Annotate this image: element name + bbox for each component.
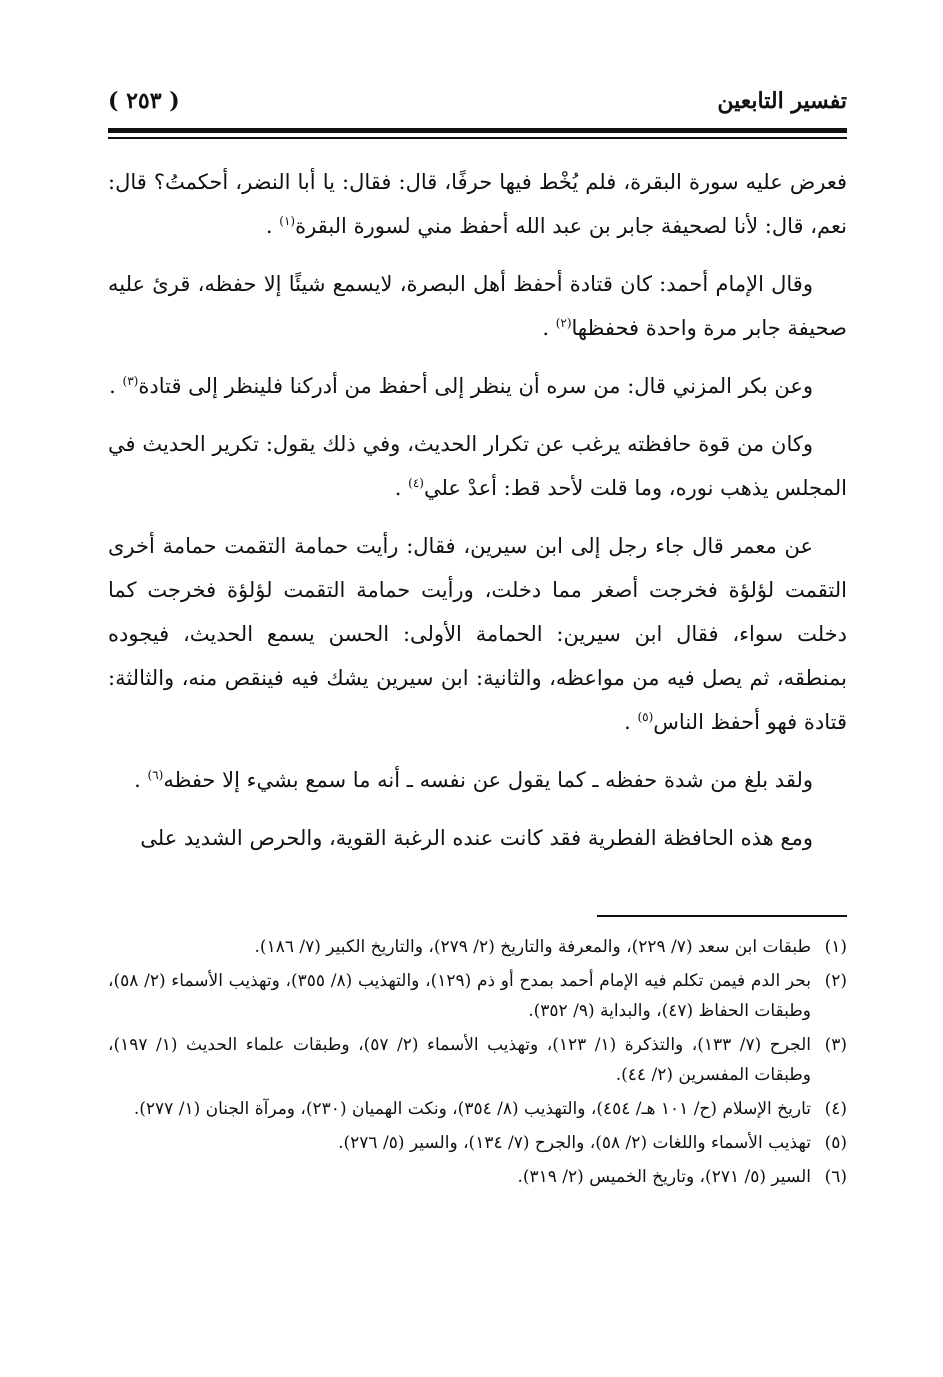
footnote	[108, 1094, 847, 1124]
footnote-number: (٥)	[824, 1133, 847, 1153]
paragraph-tail: .	[265, 214, 280, 238]
footnote-text: الجرح (٧/ ١٣٣)، والتذكرة (١/ ١٢٣)، وتهذيب الأسماء (٢/ ٥٧)، وطبقات علماء الحديث (١/ ١٩٧)، وطبقات المفسرين (٢/ ٤٤).	[108, 1035, 811, 1085]
footnote-text: بحر الدم فيمن تكلم فيه الإمام أحمد بمدح أو ذم (١٢٩)، والتهذيب (٨/ ٣٥٥)، وتهذيب الأسماء (٢/ ٥٨)، وطبقات الحفاظ (٤٧)، والبداية (٩/ ٣٥٢).	[108, 971, 811, 1021]
paragraph-tail: .	[624, 710, 638, 734]
paragraph	[108, 160, 847, 248]
running-title: تفسير التابعين	[717, 88, 847, 114]
footnote-number: (٢)	[824, 971, 847, 991]
footnote-ref: (٣)	[122, 374, 139, 388]
footnote	[108, 1128, 847, 1158]
paragraph	[108, 262, 847, 350]
footnote-number: (١)	[824, 937, 847, 957]
footnote-ref: (٦)	[147, 768, 164, 782]
footnote	[108, 1162, 847, 1192]
page-header	[108, 88, 847, 122]
footnote	[108, 966, 847, 1026]
footnote-number: (٤)	[824, 1099, 847, 1119]
main-text	[108, 160, 847, 874]
footnote-ref: (٤)	[408, 476, 424, 490]
paragraph	[108, 816, 847, 860]
footnote-number: (٣)	[824, 1035, 847, 1055]
footnote-separator	[597, 915, 847, 917]
footnote	[108, 932, 847, 962]
footnote-text: تاريخ الإسلام (ح/ ١٠١ هـ/ ٤٥٤)، والتهذيب (٨/ ٣٥٤)، ونكت الهميان (٢٣٠)، ومرآة الجنان (١/ ٢٧٧).	[133, 1099, 811, 1119]
paragraph-tail: .	[109, 374, 123, 398]
paragraph-text: وعن بكر المزني قال: من سره أن ينظر إلى أحفظ من أدركنا فلينظر إلى قتادة	[138, 374, 813, 398]
paragraph-tail: .	[134, 768, 148, 792]
page-number: ( ٢٥٣ )	[108, 88, 180, 114]
footnotes	[108, 932, 847, 1196]
paragraph-text: ومع هذه الحافظة الفطرية فقد كانت عنده الرغبة القوية، والحرص الشديد على	[140, 826, 813, 850]
paragraph	[108, 524, 847, 744]
footnote	[108, 1030, 847, 1090]
footnote-text: طبقات ابن سعد (٧/ ٢٢٩)، والمعرفة والتاريخ (٢/ ٢٧٩)، والتاريخ الكبير (٧/ ١٨٦).	[254, 937, 811, 957]
paragraph-text: وكان من قوة حافظته يرغب عن تكرار الحديث، وفي ذلك يقول: تكرير الحديث في المجلس يذهب نوره، وما قلت لأحد قط: أعدْ علي	[108, 432, 847, 500]
paragraph-text: فعرض عليه سورة البقرة، فلم يُخْط فيها حرفًا، قال: فقال: يا أبا النضر، أحكمتُ؟ قال: نعم، قال: لأنا لصحيفة جابر بن عبد الله أحفظ مني لسورة البقرة	[108, 170, 847, 238]
footnote-ref: (٢)	[555, 316, 572, 330]
paragraph-text: وقال الإمام أحمد: كان قتادة أحفظ أهل البصرة، لايسمع شيئًا إلا حفظه، قرئ عليه صحيفة جابر مرة واحدة فحفظها	[108, 272, 847, 340]
paragraph-text: ولقد بلغ من شدة حفظه ـ كما يقول عن نفسه ـ أنه ما سمع بشيء إلا حفظه	[163, 768, 813, 792]
footnote-text: السير (٥/ ٢٧١)، وتاريخ الخميس (٢/ ٣١٩).	[517, 1167, 811, 1187]
header-rule-thick	[108, 128, 847, 133]
header-rule-thin	[108, 137, 847, 139]
footnote-number: (٦)	[824, 1167, 847, 1187]
footnote-ref: (١)	[279, 214, 296, 228]
footnote-text: تهذيب الأسماء واللغات (٢/ ٥٨)، والجرح (٧/ ١٣٤)، والسير (٥/ ٢٧٦).	[338, 1133, 811, 1153]
paragraph-text: عن معمر قال جاء رجل إلى ابن سيرين، فقال: رأيت حمامة التقمت حمامة أخرى التقمت لؤلؤة فخرجت أصغر مما دخلت، ورأيت حمامة التقمت لؤلؤة فخرجت كما دخلت سواء، فقال ابن سيرين: الحمامة الأولى: الحسن يسمع الحديث، فيجوده بمنطقه، ثم يصل فيه من مواعظه، والثانية: ابن سيرين يشك فيه فينقص منه، والثالثة: قتادة فهو أحفظ الناس	[108, 534, 847, 734]
paragraph-tail: .	[542, 316, 556, 340]
footnote-ref: (٥)	[637, 710, 654, 724]
paragraph	[108, 758, 847, 802]
paragraph	[108, 422, 847, 510]
paragraph-tail: .	[394, 476, 409, 500]
paragraph	[108, 364, 847, 408]
